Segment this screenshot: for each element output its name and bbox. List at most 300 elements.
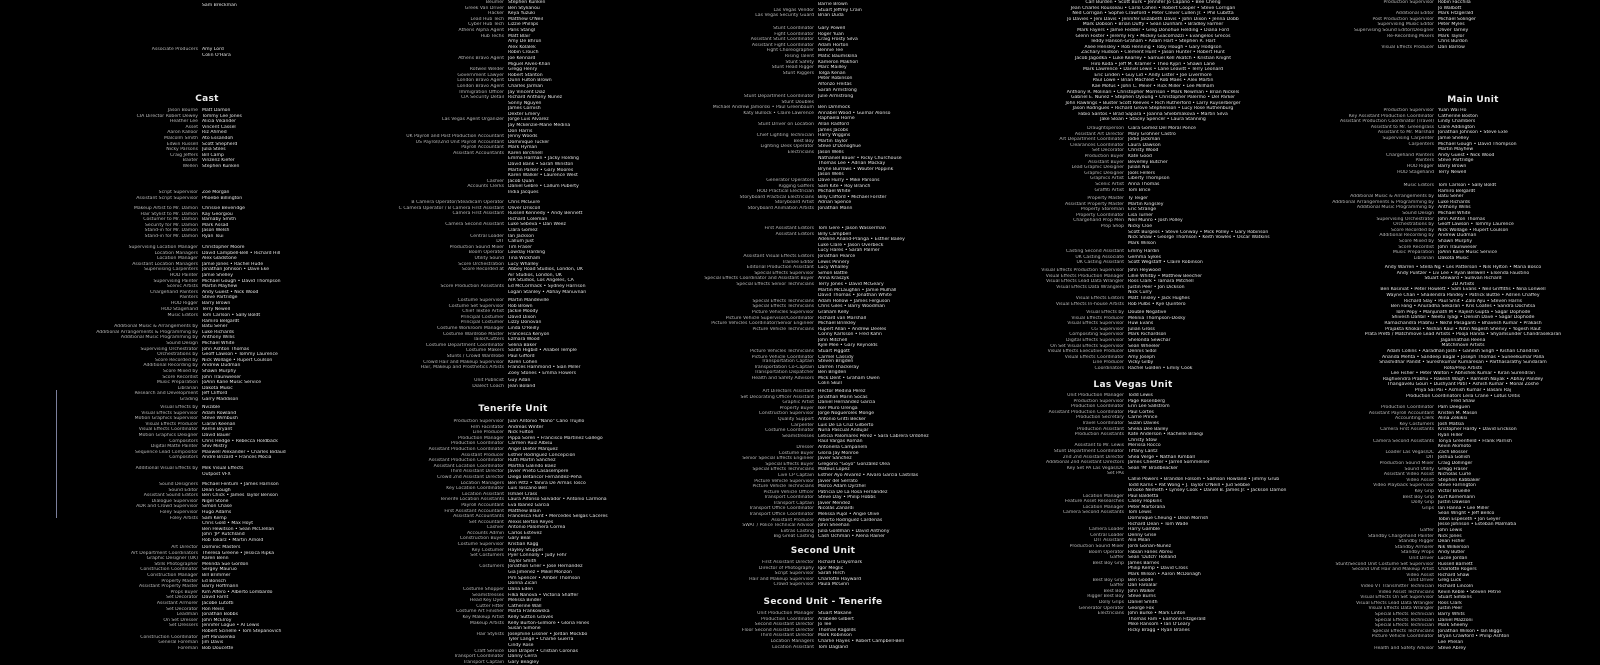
credit-names: Rob Pulbs • Kye Quintero — [1128, 301, 1186, 307]
credit-names: John Burke • Mark Linton — [1128, 611, 1186, 617]
credit-role: Katy Bullock • Claire Lawrence — [743, 110, 814, 116]
credit-role: Unit Production Manager — [1067, 393, 1124, 398]
second-unit-tenerife-list — [668, 611, 978, 650]
credit-role: Second Assistant Director — [754, 622, 814, 628]
credit-names: Eric Linden • Guy Lid • Andy Lister • Joe Livermore — [1094, 72, 1212, 78]
credit-names: Priya Sai Pai • Asmish Kumar • Basani Raj — [1414, 388, 1512, 394]
credit-role: Unit Driver — [1409, 556, 1434, 562]
credit-role: Visual Effects Lead Data Wrangler — [1045, 279, 1124, 285]
credit-role: Transport Captain — [463, 659, 504, 665]
credit-names: Lewis Pinnery — [818, 259, 850, 265]
credit-names: John Ashton Thomas — [202, 346, 250, 352]
credit-role: Transportation Captain — [761, 359, 814, 364]
credit-role: Edwin Russell — [166, 141, 198, 147]
credit-names: David Thomas • Jonathan White — [818, 293, 892, 299]
credit-role: Utility Sound — [474, 255, 504, 261]
credit-names: Christy Stow — [1128, 437, 1157, 443]
credit-names: Luis De La Cruz Gilberto — [818, 422, 874, 428]
credit-names: 2D Artists — [1451, 281, 1475, 287]
credit-names: Antonella Campanelli — [818, 444, 868, 450]
credit-role: Video Playback Supervisor — [1373, 483, 1434, 489]
credit-names: Alex Kolalek — [508, 44, 536, 50]
credit-role: Costume Department Coordinator — [425, 342, 504, 348]
credit-role: Compositors — [169, 455, 198, 461]
credit-row — [668, 88, 978, 94]
credit-names: Sarah Higbid • Anabel Temple — [508, 348, 577, 354]
credit-role: Picture Vehicle Supervisor — [754, 478, 814, 484]
credit-names: Carl Burden • Scott Burk • Jennifer Jo Capano • Bee Cheng — [1085, 0, 1221, 5]
credit-role: Set Decorator — [166, 595, 198, 601]
credit-names: Kristian Kagg — [508, 542, 539, 548]
credit-names: Michael Brinkley — [818, 321, 856, 327]
credit-role: Special Effects Technicians — [752, 304, 814, 310]
credit-names: Tommy Lee Jones — [202, 113, 242, 119]
credit-names: Production Coordinators Leila Crane • Lotus Ontis — [1405, 393, 1521, 399]
credit-role: Sound Designers — [159, 482, 198, 487]
credit-names: Sam Kemp — [202, 515, 227, 521]
credit-role: Librarian — [1413, 255, 1434, 261]
credit-names: Todd Karns • Pat Wong • J. Taylor O'Neill • Jud Sebbie — [1128, 482, 1251, 488]
credit-role: Production Coordinator — [1071, 404, 1124, 410]
credit-role: Graffiti Artist — [1094, 187, 1124, 193]
credit-role: Michael Andrew Jamorski • Paul Greenbaum — [712, 105, 814, 111]
credit-names: Amy De Bhrún — [508, 39, 542, 45]
credit-role: Casting Second Assistant — [1065, 249, 1124, 254]
credit-role: First Assistant Accountant — [444, 508, 504, 514]
credit-role: Generator Operator — [1078, 605, 1124, 611]
credit-role: Key Set PA Las Vegas/DC — [1066, 465, 1124, 471]
credit-role: Storyboard Animation Artists — [747, 205, 814, 211]
credit-names: Jamie Shelley — [202, 272, 233, 278]
credit-role: Assistant Art Director — [1074, 131, 1124, 137]
credit-row — [52, 53, 362, 59]
credit-role: Live CP Captain — [777, 472, 814, 478]
credit-names: Tom Pepy • Manjunath M • Rajesh Gupta • Sagar Dophode — [1395, 309, 1531, 315]
credit-names: Jamie Shelley — [1438, 135, 1469, 141]
credit-role: Lead Hub Tech — [470, 16, 504, 22]
credit-names: Paul Lowe • Brian Machleit • Rob Maes • Alex Martin — [1092, 78, 1214, 84]
credit-role: Costume Workroom Manager — [437, 325, 504, 331]
credit-role: UK Casting Assistant — [1076, 260, 1124, 266]
credit-names: JoAnn Kane Music Service — [202, 380, 262, 386]
credit-role: Key Grip — [1414, 488, 1434, 494]
credit-names: Michael Fentum • James Harrison — [202, 482, 279, 487]
credit-names: Steven Brigden — [818, 359, 854, 364]
credit-role: Assistant to Mr. Lewis — [1074, 443, 1124, 449]
credit-role: Special Effects Technicians — [752, 467, 814, 473]
credit-role: Athens Bravo Agent — [458, 55, 504, 61]
credit-role: Foley Supervisor — [159, 509, 198, 515]
credit-role: Health and Safety Advisors — [751, 375, 814, 381]
credit-names: David Bauer — [202, 432, 231, 438]
credit-names: Jonathan Johnson • Steve Exle — [1438, 130, 1508, 136]
credit-role: Makeup Artist to Mr. Damon — [133, 206, 198, 211]
credit-role: Senior Special Effects Engineer — [742, 456, 814, 462]
credit-role: Painters — [179, 295, 198, 301]
cast-list — [52, 108, 362, 170]
credit-role: Special Effects Technician — [1374, 623, 1434, 629]
credit-role: Score Production Assistants — [440, 283, 504, 289]
credit-role: Crowd Supervisor — [773, 582, 814, 588]
credit-role: Additional Arrangements & Programming by — [96, 329, 198, 335]
credit-names: Phoebe Billington — [202, 195, 243, 201]
credit-names: Raphaela Horne — [818, 116, 855, 122]
credit-names: Ramachandra Prabhu • Nikhil Pasaganti • Bhavesh Kumar • Prakash — [1384, 320, 1542, 326]
credit-names: Stuart Jeffrey Crain — [818, 7, 862, 13]
music-credits-5 — [1288, 183, 1598, 261]
credit-role: HOD Stagehand — [161, 306, 198, 312]
credit-names: Mark Sheehy — [1438, 623, 1468, 629]
credit-names: Chris Giles • Barry Woodman — [818, 304, 885, 310]
credit-role: Construction Buyer — [459, 536, 504, 542]
credit-names: Igor Meglic — [818, 565, 844, 571]
credit-names: Mary Grohner Castro — [1128, 131, 1176, 137]
costume-credits — [358, 298, 668, 376]
credit-names: Jonathan Johnson • Dave Eke — [202, 267, 270, 273]
credit-names: David Campbell-Bell • Richard Hill — [202, 250, 281, 256]
credit-names: Dakota Music — [1438, 255, 1469, 261]
credit-names: Jason Welsh — [202, 228, 230, 234]
credit-names: Martin Parker • Gary Moores — [508, 167, 574, 173]
credit-names: Jean Charles Rousseau • Carlo Cohen • Robert Cooper • Steve Corrigan — [1070, 5, 1236, 11]
credit-names: Garry Maddison — [202, 396, 239, 402]
main-unit-heading: Main Unit — [1447, 95, 1499, 105]
credit-names: Tobin Espeseth • Jon Geyer — [1438, 516, 1501, 522]
credit-role — [978, 117, 1018, 123]
credit-names: Lillie Whitby • Matthew Beecher — [1128, 273, 1203, 279]
credit-role: Athens Alpha Agent — [458, 27, 504, 33]
credit-role: Transport Coordinator — [453, 654, 504, 660]
credit-names: Ryan Tsui — [202, 233, 224, 239]
credit-role: Supervising Carpenter — [1382, 135, 1434, 141]
credit-row — [52, 455, 362, 461]
credit-row — [668, 381, 978, 387]
credit-names: Bill Camp — [202, 152, 224, 158]
credit-row — [52, 307, 362, 313]
credit-names: Huw Evans — [1128, 321, 1154, 327]
credit-row — [1288, 399, 1598, 405]
credit-role: Principal Costumer — [460, 314, 504, 320]
credit-role: Generator Operators — [766, 177, 814, 183]
tenerife-unit-list — [358, 419, 668, 587]
credit-names: Jonathan Mann — [818, 205, 853, 211]
credit-names: Ben Kosiniat • Peter Howlett • Sam Evans • Neil Griffiths • Nina Lonwell — [1380, 287, 1546, 293]
credit-role: Best Boy Grip — [1092, 560, 1124, 566]
credit-names: Marco Adam Dyrzhel — [818, 484, 866, 490]
credit-names: Amy Joseph — [1128, 354, 1156, 360]
credit-names: Barry Brown — [1438, 163, 1467, 169]
credit-role: Costume Supervisor — [457, 298, 504, 303]
vfx-production-credits — [978, 268, 1288, 307]
credit-names: Nik Wilkerson — [1438, 544, 1470, 550]
credit-names: Jonathan Wilson • Ian Biggs — [1438, 628, 1502, 634]
credit-names: Terry Newell — [1438, 169, 1467, 175]
credit-row — [52, 472, 362, 478]
credit-role: Set Dressers — [168, 623, 198, 629]
credit-names: Anna Thomas — [1128, 181, 1160, 187]
credit-role: Painters — [1415, 158, 1434, 164]
credit-role: Unit Driver — [1409, 578, 1434, 584]
credit-role: Assistant Editors — [775, 231, 814, 237]
credit-names: Kelly Burton-Gilmore • Gloria Hines — [508, 620, 590, 626]
credit-names: Richard van Marshall — [818, 315, 867, 321]
credit-names: Callum Just — [508, 239, 534, 245]
credit-names: Shawn Murphy — [1438, 238, 1473, 244]
credit-role: Score Mixed by — [1399, 238, 1434, 244]
credit-names: Robin Crouch — [508, 50, 539, 56]
credit-names: Tom Dagland — [818, 644, 848, 650]
credit-names: Ned Corrigan • Sophie Crawford • Peter Clever Cullen Jr. • Phil Cubitta — [1072, 11, 1234, 17]
credit-names: Jordi Gorian-Nunez — [1128, 544, 1172, 550]
credit-role: Set Decorator — [166, 606, 198, 612]
credit-row — [978, 302, 1288, 308]
credit-names: Nathaniel Bauer • Ricky Churchouse — [818, 155, 902, 161]
credit-role: Seamstresses — [782, 433, 814, 439]
credit-names: Shea Verge • Nathan Kimball — [1128, 454, 1195, 460]
credit-role: First Assistant Director — [762, 560, 814, 565]
credit-role: Production Sound Mixer — [1379, 460, 1434, 466]
credit-role: Stunt Doubles — [781, 99, 814, 105]
credit-names: Tina Wickham — [508, 255, 541, 261]
credit-names: Riz Ahmed — [202, 130, 227, 136]
credit-role: Costumer to Mr. Damon — [143, 217, 198, 223]
credit-role: SWAT / Police Technical Advisor — [742, 523, 814, 529]
credit-role: Best Boy — [1103, 588, 1124, 594]
credit-row — [358, 371, 668, 377]
credit-role: Leadman — [176, 612, 198, 618]
credit-role: Art Department Coordinator — [1059, 137, 1124, 143]
credit-names: Scott Shepherd — [202, 141, 238, 147]
credit-names: Jonathon Grier • Jose Hernandez — [508, 564, 583, 570]
credit-role: Editorial Production Assistant — [746, 265, 814, 271]
credit-names: Miguel Alves-Khan — [508, 61, 551, 67]
credit-names: Ben Fang • Anuradha Sekaran • Kris Coates • Sandra Dochitsa — [1390, 304, 1536, 310]
credit-names: Stuart Simbins — [1438, 595, 1472, 601]
las-vegas-unit-heading: Las Vegas Unit — [1093, 380, 1173, 390]
credit-role: Additional Visual Effects by — [135, 466, 198, 471]
credit-role: Best Boy Grip — [1092, 577, 1124, 583]
credit-names: Jonathan Marin Socas — [818, 394, 868, 400]
credit-names: Michael Gough • David Thompson — [1438, 141, 1517, 147]
credit-names: Bob Doucette — [202, 645, 234, 651]
credit-names: Kristen M. Mason — [1438, 410, 1478, 416]
credit-names: Ciaran Keenan — [202, 421, 236, 427]
credit-names: Beverley Butcher — [1128, 159, 1168, 165]
credit-names: Nick Wollage • Rupert Coulson — [1438, 227, 1509, 233]
credit-names: Glenn Foster • Jeremy Fry • Mickey Giacomazzi • Evangelos Grecos — [1075, 33, 1231, 39]
credit-names: Sarah Hirch — [818, 571, 845, 577]
credit-role: Dolly Grips — [1098, 599, 1124, 605]
credit-names: Russell Barnett — [1438, 561, 1473, 567]
credit-names: Lucy Whalley — [508, 261, 539, 267]
credit-names: Paris Stangl — [508, 27, 536, 33]
credit-names: Gregorio "Goyo" González Olea — [818, 461, 890, 467]
credit-names: Michael Gough • David Thompson — [202, 278, 281, 284]
credit-names: Kyle Mee • Gary Reynolds — [818, 343, 878, 349]
credit-role: Electricians — [1097, 611, 1124, 617]
credit-role — [1288, 399, 1328, 405]
credit-role: Assistant Property Master — [139, 584, 198, 590]
credit-role: Property Master — [161, 578, 198, 584]
credit-role: UK Payroll and Post Production Accountant — [406, 134, 504, 139]
credit-role — [52, 3, 202, 9]
credit-names: Dan Barrow — [1438, 44, 1465, 50]
vfx-credits — [52, 405, 362, 461]
credit-names: Kim Alfero • Alberto Lombardo — [202, 589, 273, 595]
credit-names: John Traunwieser — [202, 374, 242, 380]
credit-names: Harry Wiggins — [818, 133, 851, 139]
credit-names: Lee Fisher • Peter Walton • Abhishek Kumar • Kiran Surendran — [1391, 371, 1535, 377]
credit-names: Steve Wimbush — [202, 416, 238, 422]
credit-role: HOD Painter — [169, 272, 198, 278]
credit-row — [52, 196, 362, 202]
credit-row — [1288, 646, 1598, 652]
credit-role: Assistant Visual Effects Editors — [743, 253, 814, 259]
credit-names: Allan Radford — [818, 121, 849, 127]
credit-names: Ben Stylianou — [508, 5, 540, 11]
credit-names: Ramiro Belgardt — [1438, 188, 1476, 194]
credit-names: Andy Warren • Stella Ng • Les Patterson • Nils Hylton • Maria Bosco — [1384, 265, 1542, 270]
credit-role: Graphic Designer — [1084, 170, 1124, 176]
credit-role: Makeup Artists — [469, 620, 504, 626]
credit-names: Scott Burgess • Steve Conway • Mick Polley • Gary Robinson — [1128, 229, 1269, 235]
unit-publicist — [358, 378, 668, 389]
credit-names: Dexter Emery — [508, 111, 540, 117]
credit-names: Clare Addington — [1438, 124, 1475, 130]
credit-role: Score Orchestration — [458, 261, 504, 267]
credit-role: Construction Manager — [147, 572, 198, 578]
credit-names: Stephen Kunken — [202, 163, 240, 169]
credit-role: Special Effects Buyer — [765, 461, 814, 467]
credit-names: Daniel Smith — [1128, 599, 1158, 605]
credit-names: Javier del Serrato — [818, 478, 858, 484]
credit-role: Video Assist — [1406, 572, 1434, 578]
credit-names: Christopher Moore — [202, 245, 245, 250]
credit-role: Prop Shop — [1100, 223, 1124, 229]
credit-role: Score Mixed by — [163, 368, 198, 374]
credit-names: Fred Shaw — [1451, 399, 1475, 405]
credit-names: Todd Lewis — [1128, 393, 1153, 398]
credit-role — [358, 290, 508, 296]
credit-role: Key Assistant Production Coordinator — [1348, 113, 1434, 119]
credit-names: Gary Powell — [818, 26, 845, 31]
credit-names: Tiffany Lantz — [1128, 448, 1158, 454]
credit-names: Tom Carlson • Sally Boldt — [1438, 183, 1497, 188]
credit-names: Taylor Smith — [508, 558, 537, 564]
credit-names: Wayne Chan • Shailendra Pandey • Patrick Buttle • Adrien Chaffey — [1386, 292, 1540, 298]
credit-role: Picture Vehicle Technicians — [752, 326, 814, 332]
credit-names: Tom Brice — [1128, 187, 1151, 193]
credit-role: Special Effects Technician — [1374, 617, 1434, 623]
credit-names: Stephen Kunken — [508, 0, 546, 5]
credit-names: Andrew Dudman — [202, 363, 241, 369]
credit-names: Chrissie Beveridge — [202, 206, 245, 211]
credit-names: Hayley Stuppel — [508, 547, 543, 553]
credit-names: Cash Ochman • Alena Rainer — [818, 534, 885, 540]
credit-role: Las Vegas Vendor — [773, 7, 814, 13]
credit-role: Art Directors Assistant — [762, 389, 814, 394]
credit-names: Milk Visual Effects — [202, 466, 244, 471]
credit-names: Frances Hammond • Sian Miller — [508, 365, 581, 371]
credit-role: Craft Service — [474, 648, 504, 654]
credit-role: Head Key Dyer — [469, 598, 504, 604]
credit-names: Adam Collins • Aaradhan Joshi • Ganesh Singh • Kishan Chandran — [1386, 348, 1540, 354]
credit-role: Wellen — [182, 163, 198, 169]
cast-heading: Cast — [195, 94, 219, 104]
credit-role: Supervising Carpenters — [144, 267, 198, 273]
credit-role: Central Loader — [1090, 532, 1124, 538]
credit-names: Dean Fisher — [1438, 539, 1466, 545]
credit-names: Steve Farrington — [1438, 483, 1476, 489]
credit-names: Hugo Adams — [202, 509, 232, 515]
credit-role: Baxter — [182, 158, 198, 164]
credit-role: Gaffer — [1419, 528, 1434, 534]
credit-role: Score Recorded by — [154, 357, 198, 363]
credit-role: Cashier — [486, 178, 504, 184]
credit-names: Kurt Kornemann — [1438, 494, 1476, 500]
credit-role: Supervising Painter — [153, 278, 198, 284]
credit-names: Cindy Rose — [508, 642, 534, 648]
credit-role: Assistant Script Supervisor — [136, 195, 198, 201]
credit-names: Neil Munro • Josh Polley — [1128, 218, 1183, 224]
credit-names: Ben Chick • James Taylor Benson — [202, 493, 278, 499]
credit-names: Kate Good — [1128, 153, 1152, 159]
credit-names: Ian Jackson — [508, 233, 535, 239]
credit-names: Shelia Dee Bailey — [1128, 426, 1169, 432]
credit-names: Theresa Greene • Jessica Ripka — [202, 550, 275, 556]
credit-role: Accounting Clerk — [1395, 416, 1434, 422]
credit-names: Luke Richards — [202, 329, 235, 335]
credit-names: Catherine Wall — [508, 603, 542, 609]
credit-names: James Jacobs — [818, 127, 849, 133]
credit-row — [52, 538, 362, 544]
credit-role: Supervising Orchestrator — [140, 346, 198, 352]
credit-names: Danny Cerra — [508, 654, 537, 660]
credit-names: Darren Thackeray — [818, 364, 859, 370]
credit-role: Dolly Grip — [1411, 500, 1434, 506]
credit-names: Ben Hewitson • Sean McClellan — [202, 526, 275, 532]
credit-role: CIA Security Detail — [460, 95, 504, 101]
credit-role: Costumers — [479, 564, 504, 570]
credit-role: Assistant Producer — [771, 517, 814, 523]
credit-names: Lucy Whalley — [818, 265, 849, 271]
accounting-credits — [358, 134, 668, 196]
credit-names: Daniel Gebre • Callum Puberty — [508, 184, 579, 190]
credit-names: Lizzie Phillips — [508, 22, 539, 28]
credit-names: Fabian Fanes Abreu — [1128, 549, 1173, 555]
credit-names: Teddy Hanson-Graham • Adam Hart • Stephen R. Hart — [1090, 39, 1216, 45]
credit-role: Compositors — [169, 438, 198, 444]
credit-names: Gemma Sykes — [1128, 254, 1161, 260]
credit-role: Payroll Accountant — [461, 502, 504, 508]
credit-names: Matt Damon — [202, 108, 231, 113]
credit-role: Location Manager — [156, 256, 198, 262]
credit-role: UK Casting Associate — [1075, 254, 1124, 260]
credit-role: Art Director — [171, 545, 198, 550]
credit-role: Security for Mr. Damon — [144, 222, 198, 228]
credit-role — [358, 371, 508, 377]
credit-names: John Sheehan — [818, 523, 850, 529]
credit-names: Lucile Jordan — [1438, 556, 1468, 562]
credit-role: Costume Wardrobe Master — [442, 331, 504, 337]
credit-names: Gregg Fraser — [1438, 466, 1468, 472]
credit-names: Julia Goldman • David Anthony — [818, 528, 890, 534]
credit-row — [358, 660, 668, 665]
credit-role: Assistant to Mr. Greengrass — [1370, 124, 1434, 130]
credit-role: Accounts Admin — [466, 530, 504, 536]
editorial-sfx-credits — [668, 226, 978, 360]
credit-names: Casey Hopkins — [1128, 499, 1162, 505]
